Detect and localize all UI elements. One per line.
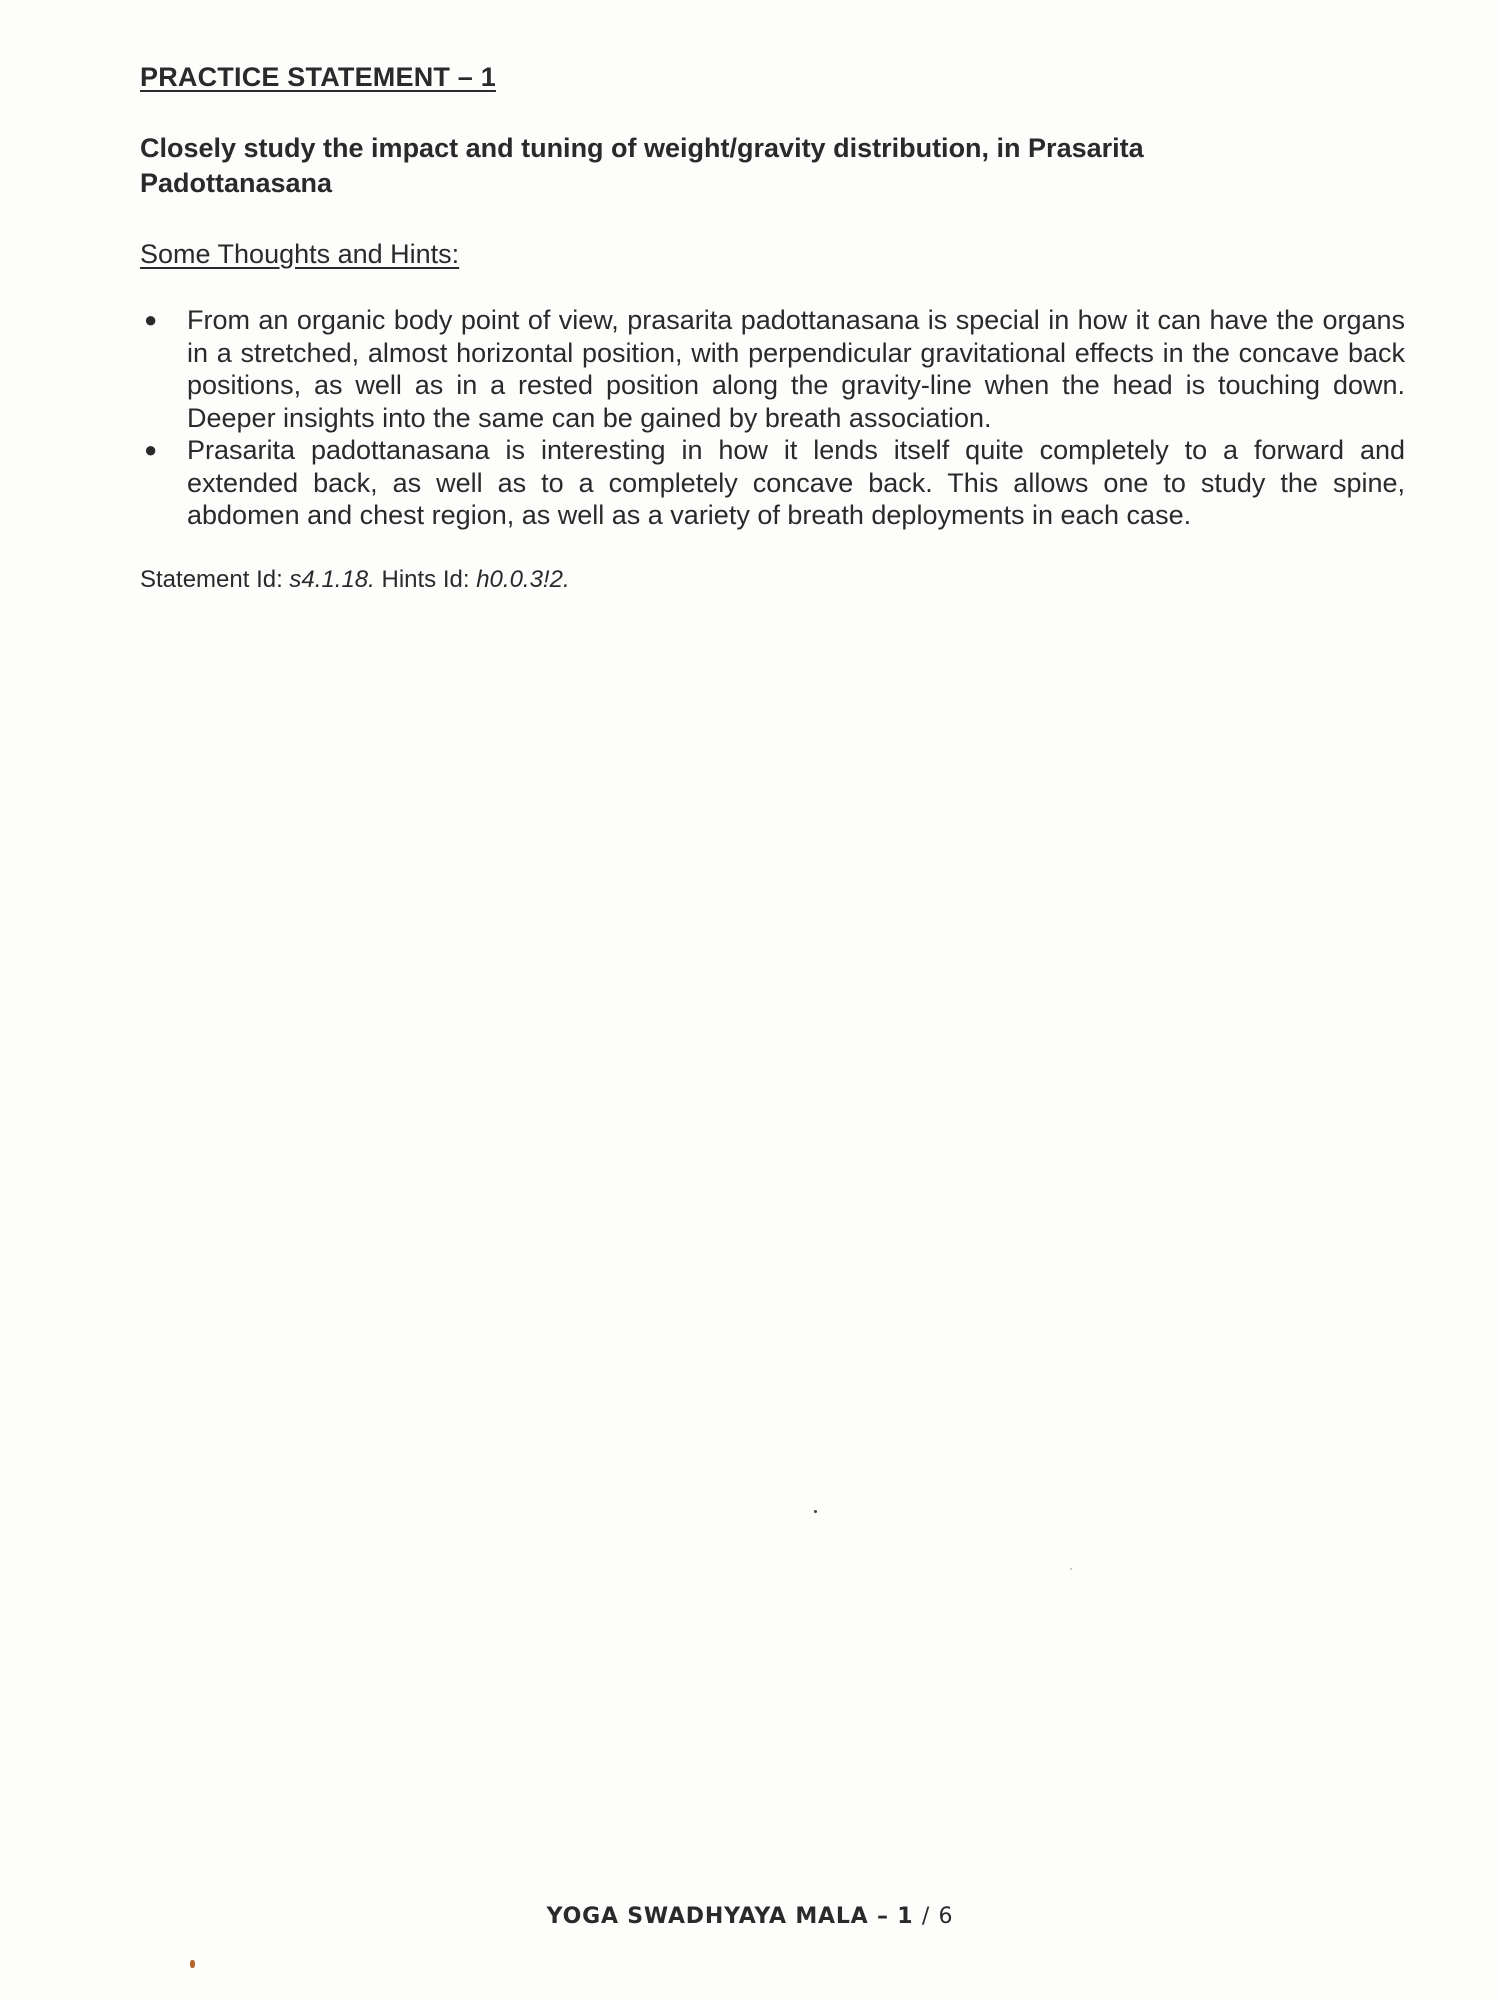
hint-item <box>140 434 1405 532</box>
hint-list <box>140 304 1405 532</box>
footer-page-current: 1 <box>897 1904 914 1929</box>
scan-speck <box>190 1960 195 1968</box>
hints-id-label: Hints Id: <box>381 565 470 593</box>
ids-line <box>140 566 1405 594</box>
statement-content <box>140 62 1405 594</box>
bullet-icon: ● <box>144 437 158 462</box>
footer-series-title: YOGA SWADHYAYA MALA <box>546 1904 869 1929</box>
statement-title: Closely study the impact and tuning of weight/gravity distribution, in Prasarita Padottanasana <box>140 133 1144 198</box>
hint-text: Prasarita padottanasana is interesting in how it lends itself quite completely to a forward and extended back, as well as to a completely concave back. This allows one to study the spine, abdomen and chest region, as well as a variety of breath deployments in each case. <box>187 435 1405 530</box>
page-footer <box>0 1904 1500 1929</box>
statement-id-value: s4.1.18. <box>289 565 375 593</box>
hints-heading: Some Thoughts and Hints: <box>140 239 460 269</box>
footer-dash: – <box>876 1904 889 1929</box>
footer-page-total: 6 <box>938 1904 954 1929</box>
hint-text: From an organic body point of view, prasarita padottanasana is special in how it can have the organs in a stretched, almost horizontal position, with perpendicular gravitational effects in the concave back positions, as well as in a rested position along the gravity-line when the head is touching down. Deeper insights into the same can be gained by breath association. <box>187 305 1405 433</box>
footer-slash: / <box>921 1904 931 1929</box>
hints-id-value: h0.0.3!2. <box>476 565 570 593</box>
scan-speck <box>814 1510 817 1513</box>
statement-id-label: Statement Id: <box>140 565 283 593</box>
bullet-icon: ● <box>144 307 158 332</box>
scan-speck <box>1070 1568 1072 1570</box>
hint-item <box>140 304 1405 434</box>
practice-statement-heading: PRACTICE STATEMENT – 1 <box>140 62 496 92</box>
